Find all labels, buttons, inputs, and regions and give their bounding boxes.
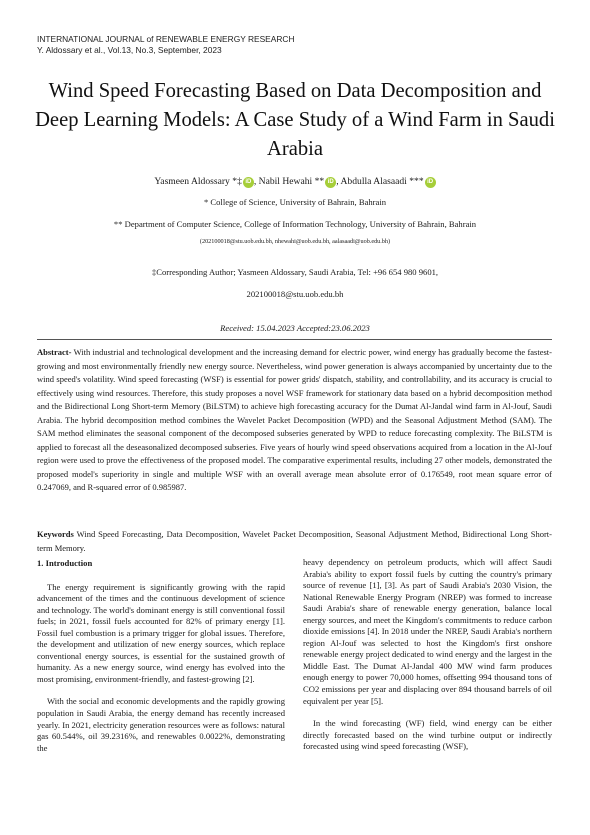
author-mark: *** [409,176,424,187]
keywords [37,528,552,555]
corresponding-email: 202100018@stu.uob.edu.bh [246,289,344,299]
affiliation-first: * College of Science, University of Bahrain, Bahrain [203,197,387,207]
author-line: Yasmeen Aldossary *‡ iD , Nabil Hewahi ** iD , Abdulla Alasaadi *** iD [0,175,590,189]
divider [37,339,552,340]
orcid-icon[interactable]: iD [325,177,336,188]
right-column [303,557,552,753]
abstract-label: Abstract- [37,347,72,357]
affiliation-second: ** Department of Computer Science, College of Information Technology, University of Bahrain, Bahrain [113,219,477,229]
paragraph: heavy dependency on petroleum products, which will affect Saudi Arabia's ability to export fossil fuels by cutting the country's primary source of revenue [1], [3]. As part of Saudi Arabia's 2030 Vision, the National Renewable Energy Program (NREP) was formed to increase Saudi Arabia's share of renewable energy generation, balance local energy sources, and meet the Kingdom's commitments to reduce carbon dioxide emissions [4]. In 2018 under the NREP, Saudi Arabia's northern region Al-Jouf was selected to host the Kingdom's first onshore renewable energy project dedicated to wind energy and the largest in the Middle East. The Dumat Al-Jandal 400 MW wind farm produces enough energy to power 70,000 homes, offsetting 994 thousand tons of CO2 emissions per year and displacing over 894 thousand barrels of oil equivalent per year [5]. [303,557,552,706]
paragraph: The energy requirement is significantly growing with the rapid advancement of the times and the continuous development of science and technology. The world's dominant energy is still conventional fossil fuels; in 2021, fossil fuels accounted for 82% of primary energy [1]. Fossil fuel combustion is a primary trigger for global issues. Therefore, the development and utilization of new energy sources, which replace conventional energy sources, is essential for the sustained growth of humanity. As a new energy source, wind energy has evolved into the most promising, environment-friendly, and fastest-growing [2]. [37,581,285,684]
author-emails: (202100018@stu.uob.edu.bh, nhewahi@uob.edu.bh, aalasaadi@uob.edu.bh) [199,238,391,245]
author-name: Nabil Hewahi [258,176,313,187]
author-mark: *‡ [232,176,242,187]
keywords-text: Wind Speed Forecasting, Data Decomposition, Wavelet Packet Decomposition, Seasonal Adjustment Method, Bidirectional Long Short-term Memory. [37,529,552,553]
keywords-label: Keywords [37,529,74,539]
author-name: Yasmeen Aldossary [154,176,230,187]
received-dates: Received: 15.04.2023 Accepted:23.06.2023 [220,323,370,333]
corresponding-author: ‡Corresponding Author; Yasmeen Aldossary, Saudi Arabia, Tel: +96 654 980 9601, [151,267,439,277]
journal-name: INTERNATIONAL JOURNAL of RENEWABLE ENERGY RESEARCH [37,34,295,44]
author-mark: ** [314,176,325,187]
abstract-text: With industrial and technological development and the increasing demand for electric power, wind energy has gradually become the fastest-growing and most environmentally friendly new energy source. Nevertheless, wind power generation is always accompanied by uncertainty due to the wind speed's volatility. Wind speed forecasting (WSF) is essential for power grids' dispatch, stability, and controllability, and its accuracy is crucial to effectively using wind resources. Therefore, this study proposes a novel WSF framework for stationary data based on a hybrid decomposition method and the Bidirectional Long Short-term Memory (BiLSTM) to achieve high forecasting accuracy for the Dumat Al-Jandal wind farm in Al-Jouf, Saudi Arabia. The hybrid decomposition method combines the Wavelet Packet Decomposition (WPD) and the Seasonal Adjustment Method (SAM). The SAM method eliminates the seasonal component of the decomposed subseries generated by WPD to reduce forecasting complexity. The BiLSTM is applied to forecast all the deseasonalized decomposed subseries. Five years of hourly wind speed observations acquired from a location in the Al-Jouf region were used to prove the effectiveness of the proposed model. The comparative experimental results, including 27 other models, demonstrated the proposed model's superiority in single and multiple WSF with an overall average mean absolute error of 0.176549, root mean square error of 0.247069, and R-squared error of 0.985987. [37,347,552,492]
abstract [37,346,552,495]
author-name: Abdulla Alasaadi [340,176,407,187]
journal-citation: Y. Aldossary et al., Vol.13, No.3, September, 2023 [37,45,222,55]
orcid-icon[interactable]: iD [425,177,436,188]
section-heading: 1. Introduction [37,558,93,568]
paragraph: With the social and economic developments and the rapidly growing population in Saudi Arabia, the energy demand has recently increased yearly. In 2021, electricity generation resources were as follows: natural gas 60.544%, oil 39.2316%, and renewables 0.0022%, demonstrating the [37,696,285,753]
left-column [37,558,285,754]
paper-title: Wind Speed Forecasting Based on Data Decomposition and Deep Learning Models: A Case Study of a Wind Farm in Saudi Arabia [35,80,555,160]
paragraph: In the wind forecasting (WF) field, wind energy can be either directly forecasted based on the wind turbine output or indirectly forecasted using wind speed forecasting (WSF), [303,718,552,752]
orcid-icon[interactable]: iD [243,177,254,188]
journal-header [37,34,295,56]
